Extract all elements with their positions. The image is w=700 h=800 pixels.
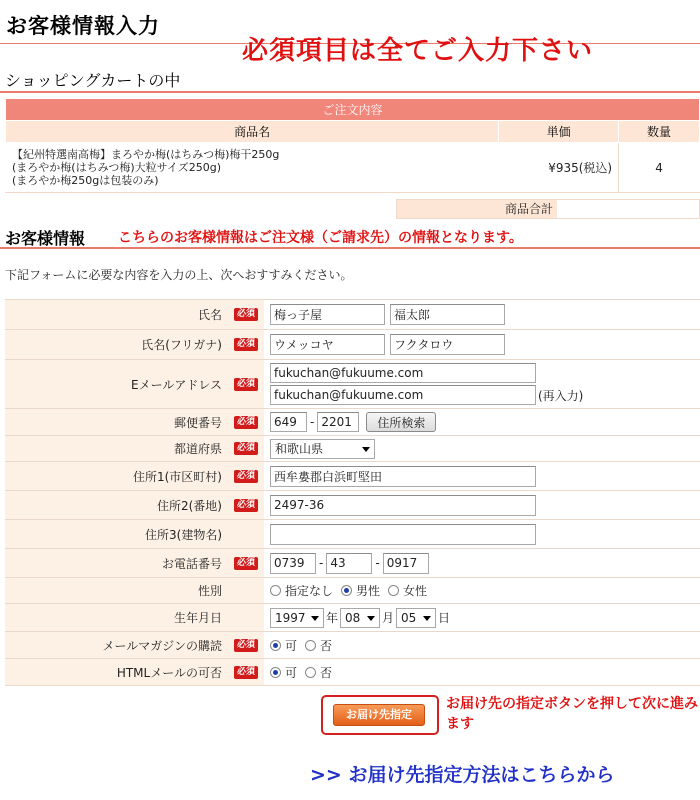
submit-note: お届け先の指定ボタンを押して次に進みます (446, 696, 698, 732)
birth-day-select[interactable] (396, 608, 436, 628)
row-value (264, 409, 700, 435)
row-value (264, 360, 700, 408)
kana-label: 氏名(フリガナ) (141, 338, 222, 352)
html-mail-option-label: 否 (320, 665, 333, 680)
row-phone (5, 549, 700, 578)
customer-info-underline (0, 247, 700, 249)
prefecture-select[interactable] (270, 439, 375, 459)
row-value (264, 632, 700, 658)
row-label (5, 578, 264, 603)
magazine-option-label: 可 (285, 638, 298, 653)
radio-checked-icon (270, 667, 281, 678)
email-label: Eメールアドレス (131, 377, 222, 392)
last-name-input[interactable] (270, 304, 385, 325)
phone-dash: - (375, 556, 380, 570)
row-address2 (5, 491, 700, 520)
row-value (264, 491, 700, 519)
row-label (5, 659, 264, 685)
row-value (264, 300, 700, 329)
row-birthdate (5, 604, 700, 632)
page-title: お客様情報入力 (6, 14, 160, 38)
address3-label: 住所3(建物名) (145, 527, 222, 542)
product-name-cell (6, 143, 499, 193)
birth-year-select[interactable] (270, 608, 324, 628)
chevron-down-icon (311, 616, 319, 621)
radio-checked-icon (270, 640, 281, 651)
table-row (6, 143, 700, 193)
birth-month-value: 08 (345, 610, 361, 625)
address3-input[interactable] (270, 524, 536, 545)
required-badge: 必須 (234, 499, 258, 512)
row-label (5, 462, 264, 490)
required-badge: 必須 (234, 416, 258, 429)
phone-part1-input[interactable] (270, 553, 316, 574)
row-kana (5, 330, 700, 360)
gender-option-label: 指定なし (285, 584, 334, 598)
product-quantity: 4 (619, 143, 700, 193)
phone-dash: - (319, 556, 324, 570)
cart-table (5, 98, 700, 193)
birth-year-value: 1997 (275, 610, 306, 625)
prefecture-label: 都道府県 (173, 442, 222, 456)
birthdate-label: 生年月日 (173, 611, 222, 625)
radio-icon (305, 640, 316, 651)
html-mail-option-no[interactable] (305, 664, 332, 681)
zip-part2-input[interactable] (317, 412, 359, 432)
address2-label: 住所2(番地) (156, 498, 222, 513)
chevron-down-icon (367, 616, 375, 621)
required-badge: 必須 (234, 308, 258, 321)
col-unit-price: 単価 (499, 121, 619, 143)
row-gender (5, 578, 700, 604)
radio-icon (270, 585, 281, 596)
chevron-down-icon (362, 447, 370, 452)
magazine-option-no[interactable] (305, 637, 332, 654)
row-html-mail (5, 659, 700, 686)
row-label (5, 436, 264, 461)
product-name-line: 【紀州特選南高梅】まろやか梅(はちみつ梅)梅干250g (12, 148, 280, 161)
zip-label: 郵便番号 (173, 415, 222, 430)
row-value (264, 436, 700, 461)
html-mail-label: HTMLメールの可否 (116, 665, 222, 680)
row-label (5, 549, 264, 577)
phone-part3-input[interactable] (383, 553, 429, 574)
howto-link[interactable]: >> お届け先指定方法はこちらから (310, 764, 615, 786)
html-mail-option-yes[interactable] (270, 664, 297, 681)
birth-day-value: 05 (401, 610, 417, 625)
row-value (264, 604, 700, 631)
col-quantity: 数量 (619, 121, 700, 143)
cart-underline (0, 91, 700, 93)
gender-option-male[interactable] (341, 582, 380, 599)
cart-title: ショッピングカートの中 (5, 71, 181, 90)
form-intro: 下記フォームに必要な内容を入力の上、次へおすすみください。 (5, 268, 353, 282)
day-unit: 日 (438, 611, 451, 625)
magazine-label: メールマガジンの購読 (102, 638, 222, 653)
row-label (5, 330, 264, 359)
row-label (5, 300, 264, 329)
address1-input[interactable] (270, 466, 536, 487)
phone-label: お電話番号 (161, 556, 222, 571)
required-badge: 必須 (234, 639, 258, 652)
col-product-name: 商品名 (6, 121, 499, 143)
subtotal-box (396, 199, 700, 219)
row-label (5, 409, 264, 435)
customer-info-note: こちらのお客様情報はご注文様（ご請求先）の情報となります。 (118, 230, 523, 246)
required-badge: 必須 (234, 470, 258, 483)
last-name-kana-input[interactable] (270, 334, 385, 355)
row-label (5, 520, 264, 548)
delivery-address-button[interactable]: お届け先指定 (333, 704, 425, 726)
row-value (264, 330, 700, 359)
row-name (5, 300, 700, 330)
radio-checked-icon (341, 585, 352, 596)
prefecture-value: 和歌山県 (275, 442, 324, 456)
address1-label: 住所1(市区町村) (132, 469, 222, 484)
customer-info-title: お客様情報 (5, 229, 86, 248)
row-address3 (5, 520, 700, 549)
row-value (264, 549, 700, 577)
radio-icon (388, 585, 399, 596)
gender-option-female[interactable] (388, 582, 427, 599)
product-name-line: (まろやか梅250gは包装のみ) (12, 174, 159, 187)
required-badge: 必須 (234, 557, 258, 570)
row-magazine (5, 632, 700, 659)
required-badge: 必須 (234, 378, 258, 391)
gender-option-unspecified[interactable] (270, 582, 333, 599)
birth-month-select[interactable] (340, 608, 380, 628)
phone-part2-input[interactable] (326, 553, 372, 574)
radio-icon (305, 667, 316, 678)
first-name-input[interactable] (390, 304, 505, 325)
chevron-down-icon (423, 616, 431, 621)
row-prefecture (5, 436, 700, 462)
product-price: ¥935(税込) (499, 143, 619, 193)
reenter-label: (再入力) (538, 388, 584, 403)
row-value (264, 462, 700, 490)
customer-form (5, 299, 700, 686)
cart-table-header: ご注文内容 (6, 99, 700, 121)
row-value (264, 578, 700, 603)
address-search-button[interactable]: 住所検索 (366, 412, 436, 432)
required-badge: 必須 (234, 338, 258, 351)
zip-part1-input[interactable] (270, 412, 307, 432)
year-unit: 年 (326, 611, 339, 625)
row-zip (5, 409, 700, 436)
zip-dash: - (310, 415, 315, 429)
subtotal-label: 商品合計 (397, 200, 557, 218)
gender-option-label: 男性 (356, 584, 381, 598)
gender-option-label: 女性 (403, 584, 428, 598)
first-name-kana-input[interactable] (390, 334, 505, 355)
required-notice: 必須項目は全てご入力下さい (242, 36, 594, 66)
row-value (264, 659, 700, 685)
gender-label: 性別 (197, 584, 222, 598)
row-address1 (5, 462, 700, 491)
product-name-line: (まろやか梅(はちみつ梅)大粒サイズ250g) (12, 161, 222, 174)
email-confirm-wrap (270, 385, 583, 405)
email-confirm-input[interactable] (270, 385, 536, 405)
html-mail-option-label: 可 (285, 665, 298, 680)
row-label (5, 360, 264, 408)
row-label (5, 491, 264, 519)
row-email (5, 360, 700, 409)
required-badge: 必須 (234, 442, 258, 455)
email-input[interactable] (270, 363, 536, 383)
row-label (5, 632, 264, 658)
magazine-option-yes[interactable] (270, 637, 297, 654)
row-label (5, 604, 264, 631)
name-label: 氏名 (197, 308, 222, 322)
address2-input[interactable] (270, 495, 536, 516)
month-unit: 月 (382, 611, 395, 625)
magazine-option-label: 否 (320, 638, 333, 653)
required-badge: 必須 (234, 666, 258, 679)
row-value (264, 520, 700, 548)
